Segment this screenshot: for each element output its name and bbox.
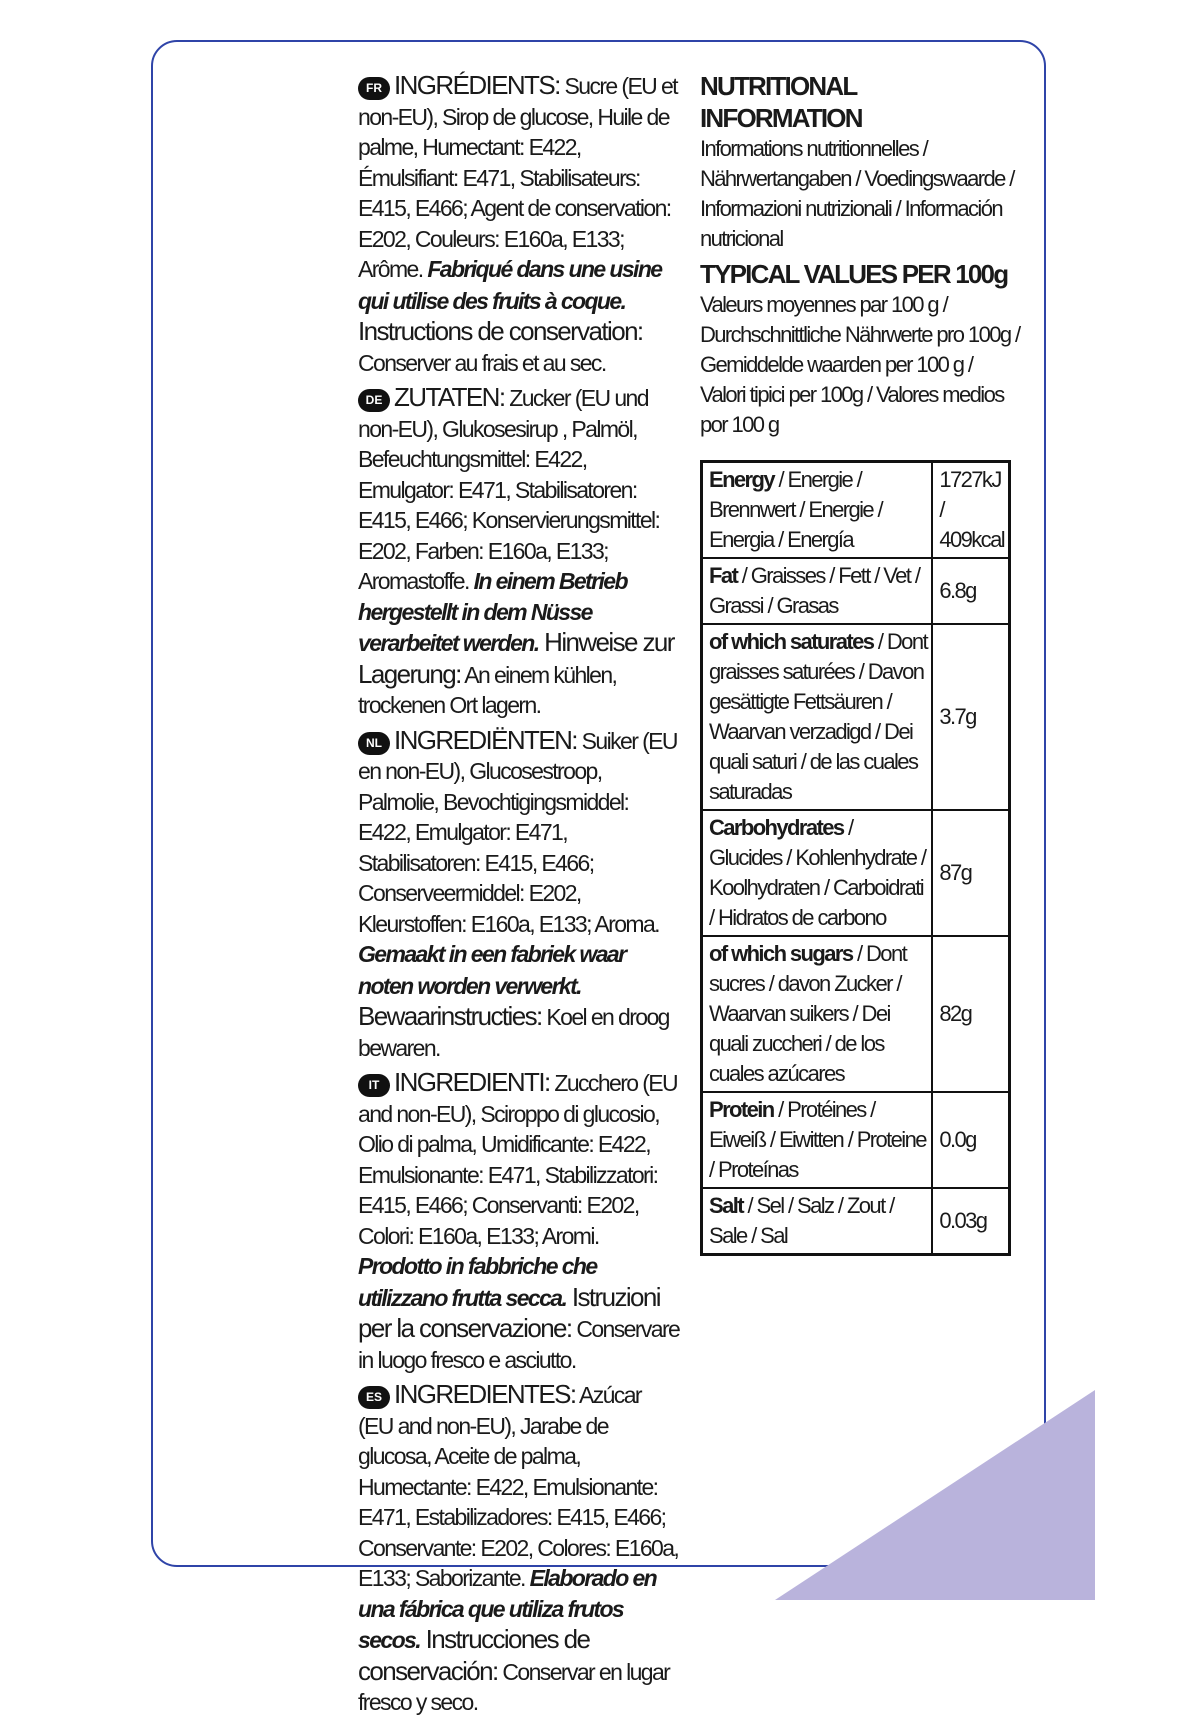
allergen-note-nl: Gemaakt in een fabriek waar noten worden verwerkt. [358, 941, 626, 999]
lang-badge-nl: NL [358, 732, 390, 755]
nutrient-name: Energy [709, 467, 774, 492]
ingredients-title-it: INGREDIENTI: [394, 1067, 550, 1097]
nutrient-value: 87g [932, 810, 1009, 936]
ingredients-column [358, 70, 680, 1722]
nutrient-translations: / Glucides / Kohlenhydrate / Koolhydraten / Carboidrati / Hidratos de carbono [709, 815, 926, 930]
nutrient-translations: / Graisses / Fett / Vet / Grassi / Grasas [709, 563, 920, 618]
nutrient-label [702, 810, 933, 936]
allergen-note-fr: Fabriqué dans une usine qui utilise des fruits à coque. [358, 256, 662, 314]
nutrition-heading-translations: Informations nutritionnelles / Nährwertangaben / Voedingswaarde / Informazioni nutrizionali / Información nutricional [700, 136, 1014, 251]
lang-badge-de: DE [358, 389, 390, 412]
storage-label-nl: Bewaarinstructies: [358, 1001, 542, 1031]
ingredients-text-fr: Sucre (EU et non-EU), Sirop de glucose, Huile de palme, Humectant: E422, Émulsifiant: E471, Stabilisateurs: E415, E466; Agent de conservation: E202, Couleurs: E160a, E133; Arôme. [358, 73, 677, 282]
typical-values-heading: TYPICAL VALUES PER 100g [700, 259, 1008, 289]
ingredients-title-de: ZUTATEN: [394, 382, 505, 412]
ingredients-es [358, 1379, 680, 1718]
nutrient-name: Protein [709, 1097, 774, 1122]
lang-badge-es: ES [358, 1386, 390, 1409]
storage-text-nl: Koel en droog bewaren. [358, 1004, 669, 1061]
nutrient-translations: / Dont graisses saturées / Davon gesättigte Fettsäuren / Waarvan verzadigd / Dei quali saturi / de las cuales saturadas [709, 629, 927, 804]
ingredients-title-es: INGREDIENTES: [394, 1379, 576, 1409]
nutrient-label [702, 1092, 933, 1188]
nutrient-value: 0.0g [932, 1092, 1009, 1188]
storage-text-de: An einem kühlen, trockenen Ort lagern. [358, 661, 617, 718]
storage-label-it: Istruzioni per la conservazione: [358, 1281, 660, 1343]
nutrient-value: 3.7g [932, 624, 1009, 810]
ingredients-title-fr: INGRÉDIENTS: [394, 70, 560, 100]
ingredients-de [358, 382, 680, 721]
nutrient-name: Carbohydrates [709, 815, 844, 840]
nutrient-translations: / Energie / Brennwert / Energie / Energia / Energía [709, 467, 883, 552]
typical-values-translations: Valeurs moyennes par 100 g / Durchschnittliche Nährwerte pro 100g / Gemiddelde waarden per 100 g / Valori tipici per 100g / Valores medios por 100 g [700, 292, 1020, 437]
nutrient-name: Fat [709, 563, 738, 588]
nutrition-row-protein [702, 1092, 1010, 1188]
nutrient-value: 0.03g [932, 1188, 1009, 1255]
ingredients-text-de: Zucker (EU und non-EU), Glukosesirup , Palmöl, Befeuchtungsmittel: E422, Emulgator: E471, Stabilisatoren: E415, E466; Konservierungsmittel: E202, Farben: E160a, E133; Aromastoffe. [358, 385, 660, 594]
nutrition-row-saturates [702, 624, 1010, 810]
storage-label-es: Instrucciones de conservación: [358, 1624, 590, 1686]
nutrient-label [702, 558, 933, 624]
allergen-note-it: Prodotto in fabbriche che utilizzano frutta secca. [358, 1253, 597, 1311]
nutrition-heading: NUTRITIONAL INFORMATION [700, 71, 862, 133]
lang-badge-fr: FR [358, 77, 390, 100]
ingredients-text-es: Azúcar (EU and non-EU), Jarabe de glucosa, Aceite de palma, Humectante: E422, Emulsionante: E471, Estabilizadores: E415, E466; Conservante: E202, Colores: E160a, E133; Saborizante. [358, 1382, 679, 1591]
nutrition-row-energy [702, 462, 1010, 559]
nutrient-value: 82g [932, 936, 1009, 1092]
nutrition-row-carbohydrates [702, 810, 1010, 936]
nutrition-table [700, 460, 1011, 1256]
nutrient-name: Salt [709, 1193, 743, 1218]
ingredients-nl [358, 725, 680, 1064]
ingredients-fr [358, 70, 680, 378]
nutrient-name: of which sugars [709, 941, 853, 966]
nutrient-label [702, 1188, 933, 1255]
ingredients-text-it: Zucchero (EU and non-EU), Sciroppo di glucosio, Olio di palma, Umidificante: E422, Emulsionante: E471, Stabilizzatori: E415, E466; Conservanti: E202, Colori: E160a, E133; Aromi. [358, 1070, 678, 1249]
storage-label-fr: Instructions de conservation: [358, 316, 643, 346]
ingredients-title-nl: INGREDIËNTEN: [394, 724, 577, 755]
nutrition-row-fat [702, 558, 1010, 624]
storage-text-es: Conservar en lugar fresco y seco. [358, 1658, 670, 1715]
nutrition-row-sugars [702, 936, 1010, 1092]
ingredients-it [358, 1067, 680, 1375]
nutrition-row-salt [702, 1188, 1010, 1255]
nutrient-translations: / Protéines / Eiweiß / Eiwitten / Proteine / Proteínas [709, 1097, 926, 1182]
lang-badge-it: IT [358, 1074, 390, 1097]
storage-label-de: Hinweise zur Lagerung: [358, 627, 674, 689]
ingredients-text-nl: Suiker (EU en non-EU), Glucosestroop, Palmolie, Bevochtigingsmiddel: E422, Emulgator: E471, Stabilisatoren: E415, E466; Conserveermiddel: E202, Kleurstoffen: E160a, E133; Aroma. [358, 727, 677, 937]
nutrient-label [702, 936, 933, 1092]
nutrient-value: 1727kJ / 409kcal [932, 462, 1009, 559]
nutrition-column [700, 70, 1020, 1256]
allergen-note-de: In einem Betrieb hergestellt in dem Nüsse verarbeitet werden. [358, 568, 627, 656]
storage-text-it: Conservare in luogo fresco e asciutto. [358, 1316, 680, 1373]
storage-text-fr: Conserver au frais et au sec. [358, 349, 606, 376]
allergen-note-es: Elaborado en una fábrica que utiliza frutos secos. [358, 1565, 657, 1653]
nutrient-translations: / Sel / Salz / Zout / Sale / Sal [709, 1193, 894, 1248]
nutrient-translations: / Dont sucres / davon Zucker / Waarvan suikers / Dei quali zuccheri / de los cuales azúcares [709, 941, 907, 1086]
nutrient-label [702, 462, 933, 559]
nutrient-label [702, 624, 933, 810]
nutrient-name: of which saturates [709, 629, 874, 654]
nutrient-value: 6.8g [932, 558, 1009, 624]
